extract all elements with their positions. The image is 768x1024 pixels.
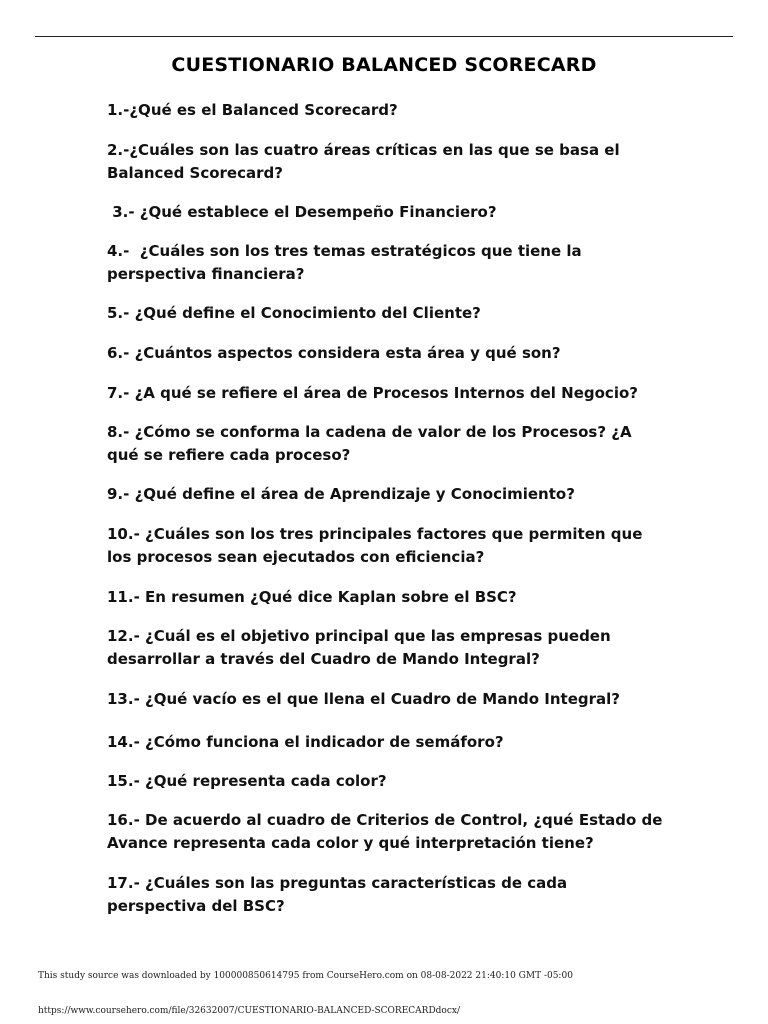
- question-6: 6.- ¿Cuántos aspectos considera esta área y qué son?: [107, 344, 561, 362]
- question-4: 4.- ¿Cuáles son los tres temas estratégicos que tiene la perspectiva financiera?: [107, 242, 587, 283]
- question-3: 3.- ¿Qué establece el Desempeño Financiero?: [107, 203, 497, 221]
- download-notice: This study source was downloaded by 100000850614795 from CourseHero.com on 08-08-2022 21:40:10 GMT -05:00: [38, 971, 573, 981]
- question-14: 14.- ¿Cómo funciona el indicador de semáforo?: [107, 733, 504, 751]
- top-divider: [35, 36, 733, 37]
- question-13: 13.- ¿Qué vacío es el que llena el Cuadro de Mando Integral?: [107, 690, 620, 708]
- question-11: 11.- En resumen ¿Qué dice Kaplan sobre el BSC?: [107, 588, 517, 606]
- question-1: 1.-¿Qué es el Balanced Scorecard?: [107, 101, 398, 119]
- question-10: 10.- ¿Cuáles son los tres principales factores que permiten que los procesos sean ejecutados con eficiencia?: [107, 525, 643, 566]
- question-9: 9.- ¿Qué define el área de Aprendizaje y Conocimiento?: [107, 485, 575, 503]
- question-7: 7.- ¿A qué se refiere el área de Procesos Internos del Negocio?: [107, 384, 638, 402]
- question-16: 16.- De acuerdo al cuadro de Criterios de Control, ¿qué Estado de Avance representa cada color y qué interpretación tiene?: [107, 811, 663, 852]
- question-12: 12.- ¿Cuál es el objetivo principal que las empresas pueden desarrollar a través del Cuadro de Mando Integral?: [107, 627, 611, 668]
- question-15: 15.- ¿Qué representa cada color?: [107, 772, 387, 790]
- question-2: 2.-¿Cuáles son las cuatro áreas críticas en las que se basa el Balanced Scorecard?: [107, 141, 620, 182]
- question-17: 17.- ¿Cuáles son las preguntas características de cada perspectiva del BSC?: [107, 874, 568, 915]
- source-url: https://www.coursehero.com/file/32632007/CUESTIONARIO-BALANCED-SCORECARDdocx/: [38, 1006, 460, 1016]
- document-title: CUESTIONARIO BALANCED SCORECARD: [171, 54, 597, 76]
- question-8: 8.- ¿Cómo se conforma la cadena de valor de los Procesos? ¿A qué se refiere cada proceso?: [107, 423, 632, 464]
- question-5: 5.- ¿Qué define el Conocimiento del Cliente?: [107, 304, 481, 322]
